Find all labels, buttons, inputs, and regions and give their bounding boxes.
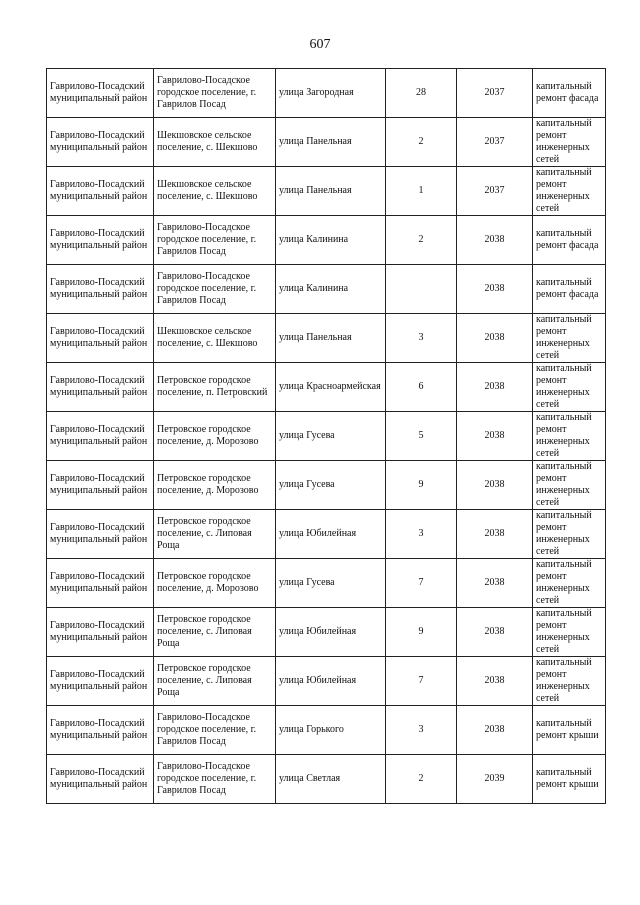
house-number-cell: 1 bbox=[386, 167, 457, 216]
year-cell: 2038 bbox=[457, 265, 533, 314]
year-cell: 2038 bbox=[457, 657, 533, 706]
year-cell: 2038 bbox=[457, 412, 533, 461]
street-cell: улица Гусева bbox=[276, 412, 386, 461]
district-cell: Гаврилово-Посадский муниципальный район bbox=[47, 118, 154, 167]
year-cell: 2038 bbox=[457, 706, 533, 755]
year-cell: 2038 bbox=[457, 608, 533, 657]
settlement-cell: Шекшовское сельское поселение, с. Шекшово bbox=[154, 118, 276, 167]
house-number-cell: 7 bbox=[386, 657, 457, 706]
year-cell: 2037 bbox=[457, 167, 533, 216]
work-type-cell: капитальный ремонт инженерных сетей bbox=[533, 608, 606, 657]
work-type-cell: капитальный ремонт инженерных сетей bbox=[533, 363, 606, 412]
year-cell: 2038 bbox=[457, 363, 533, 412]
table-row bbox=[47, 314, 606, 363]
table-row bbox=[47, 363, 606, 412]
page-number: 607 bbox=[309, 37, 331, 52]
house-number-cell: 3 bbox=[386, 314, 457, 363]
year-cell: 2038 bbox=[457, 216, 533, 265]
work-type-cell: капитальный ремонт фасада bbox=[533, 216, 606, 265]
house-number-cell: 2 bbox=[386, 216, 457, 265]
work-type-cell: капитальный ремонт инженерных сетей bbox=[533, 657, 606, 706]
year-cell: 2038 bbox=[457, 461, 533, 510]
district-cell: Гаврилово-Посадский муниципальный район bbox=[47, 69, 154, 118]
table-row bbox=[47, 461, 606, 510]
work-type-cell: капитальный ремонт инженерных сетей bbox=[533, 559, 606, 608]
year-cell: 2038 bbox=[457, 510, 533, 559]
district-cell: Гаврилово-Посадский муниципальный район bbox=[47, 265, 154, 314]
table-body bbox=[47, 69, 606, 804]
house-number-cell: 28 bbox=[386, 69, 457, 118]
house-number-cell: 6 bbox=[386, 363, 457, 412]
district-cell: Гаврилово-Посадский муниципальный район bbox=[47, 461, 154, 510]
table-row bbox=[47, 216, 606, 265]
table-row bbox=[47, 265, 606, 314]
settlement-cell: Петровское городское поселение, с. Липовая Роща bbox=[154, 510, 276, 559]
table-row bbox=[47, 510, 606, 559]
work-type-cell: капитальный ремонт инженерных сетей bbox=[533, 412, 606, 461]
work-type-cell: капитальный ремонт инженерных сетей bbox=[533, 314, 606, 363]
year-cell: 2038 bbox=[457, 559, 533, 608]
work-type-cell: капитальный ремонт крыши bbox=[533, 706, 606, 755]
settlement-cell: Шекшовское сельское поселение, с. Шекшово bbox=[154, 167, 276, 216]
table-row bbox=[47, 167, 606, 216]
house-number-cell: 7 bbox=[386, 559, 457, 608]
year-cell: 2039 bbox=[457, 755, 533, 804]
work-type-cell: капитальный ремонт инженерных сетей bbox=[533, 118, 606, 167]
settlement-cell: Шекшовское сельское поселение, с. Шекшово bbox=[154, 314, 276, 363]
district-cell: Гаврилово-Посадский муниципальный район bbox=[47, 510, 154, 559]
table-row bbox=[47, 608, 606, 657]
house-number-cell: 9 bbox=[386, 461, 457, 510]
house-number-cell: 3 bbox=[386, 510, 457, 559]
district-cell: Гаврилово-Посадский муниципальный район bbox=[47, 412, 154, 461]
settlement-cell: Гаврилово-Посадское городское поселение, г. Гаврилов Посад bbox=[154, 265, 276, 314]
street-cell: улица Юбилейная bbox=[276, 657, 386, 706]
house-number-cell: 9 bbox=[386, 608, 457, 657]
street-cell: улица Юбилейная bbox=[276, 608, 386, 657]
table-row bbox=[47, 657, 606, 706]
street-cell: улица Панельная bbox=[276, 314, 386, 363]
street-cell: улица Панельная bbox=[276, 118, 386, 167]
district-cell: Гаврилово-Посадский муниципальный район bbox=[47, 314, 154, 363]
house-number-cell: 2 bbox=[386, 755, 457, 804]
settlement-cell: Петровское городское поселение, д. Морозово bbox=[154, 559, 276, 608]
street-cell: улица Красноармейская bbox=[276, 363, 386, 412]
work-type-cell: капитальный ремонт фасада bbox=[533, 69, 606, 118]
street-cell: улица Гусева bbox=[276, 559, 386, 608]
street-cell: улица Калинина bbox=[276, 216, 386, 265]
street-cell: улица Горького bbox=[276, 706, 386, 755]
street-cell: улица Калинина bbox=[276, 265, 386, 314]
district-cell: Гаврилово-Посадский муниципальный район bbox=[47, 755, 154, 804]
work-type-cell: капитальный ремонт фасада bbox=[533, 265, 606, 314]
district-cell: Гаврилово-Посадский муниципальный район bbox=[47, 559, 154, 608]
district-cell: Гаврилово-Посадский муниципальный район bbox=[47, 608, 154, 657]
settlement-cell: Гаврилово-Посадское городское поселение, г. Гаврилов Посад bbox=[154, 216, 276, 265]
work-type-cell: капитальный ремонт крыши bbox=[533, 755, 606, 804]
house-number-cell: 5 bbox=[386, 412, 457, 461]
year-cell: 2038 bbox=[457, 314, 533, 363]
district-cell: Гаврилово-Посадский муниципальный район bbox=[47, 706, 154, 755]
settlement-cell: Петровское городское поселение, с. Липовая Роща bbox=[154, 608, 276, 657]
table-row bbox=[47, 559, 606, 608]
table-row bbox=[47, 706, 606, 755]
settlement-cell: Гаврилово-Посадское городское поселение, г. Гаврилов Посад bbox=[154, 706, 276, 755]
table-row bbox=[47, 118, 606, 167]
street-cell: улица Юбилейная bbox=[276, 510, 386, 559]
district-cell: Гаврилово-Посадский муниципальный район bbox=[47, 216, 154, 265]
work-type-cell: капитальный ремонт инженерных сетей bbox=[533, 461, 606, 510]
street-cell: улица Загородная bbox=[276, 69, 386, 118]
repair-schedule-table bbox=[46, 68, 606, 804]
settlement-cell: Петровское городское поселение, д. Морозово bbox=[154, 412, 276, 461]
settlement-cell: Петровское городское поселение, д. Морозово bbox=[154, 461, 276, 510]
house-number-cell: 2 bbox=[386, 118, 457, 167]
house-number-cell: 3 bbox=[386, 706, 457, 755]
year-cell: 2037 bbox=[457, 69, 533, 118]
district-cell: Гаврилово-Посадский муниципальный район bbox=[47, 657, 154, 706]
house-number-cell bbox=[386, 265, 457, 314]
settlement-cell: Петровское городское поселение, с. Липовая Роща bbox=[154, 657, 276, 706]
work-type-cell: капитальный ремонт инженерных сетей bbox=[533, 510, 606, 559]
settlement-cell: Петровское городское поселение, п. Петровский bbox=[154, 363, 276, 412]
table-row bbox=[47, 69, 606, 118]
settlement-cell: Гаврилово-Посадское городское поселение, г. Гаврилов Посад bbox=[154, 755, 276, 804]
district-cell: Гаврилово-Посадский муниципальный район bbox=[47, 167, 154, 216]
table-row bbox=[47, 755, 606, 804]
work-type-cell: капитальный ремонт инженерных сетей bbox=[533, 167, 606, 216]
table-row bbox=[47, 412, 606, 461]
year-cell: 2037 bbox=[457, 118, 533, 167]
street-cell: улица Гусева bbox=[276, 461, 386, 510]
street-cell: улица Панельная bbox=[276, 167, 386, 216]
district-cell: Гаврилово-Посадский муниципальный район bbox=[47, 363, 154, 412]
settlement-cell: Гаврилово-Посадское городское поселение, г. Гаврилов Посад bbox=[154, 69, 276, 118]
street-cell: улица Светлая bbox=[276, 755, 386, 804]
